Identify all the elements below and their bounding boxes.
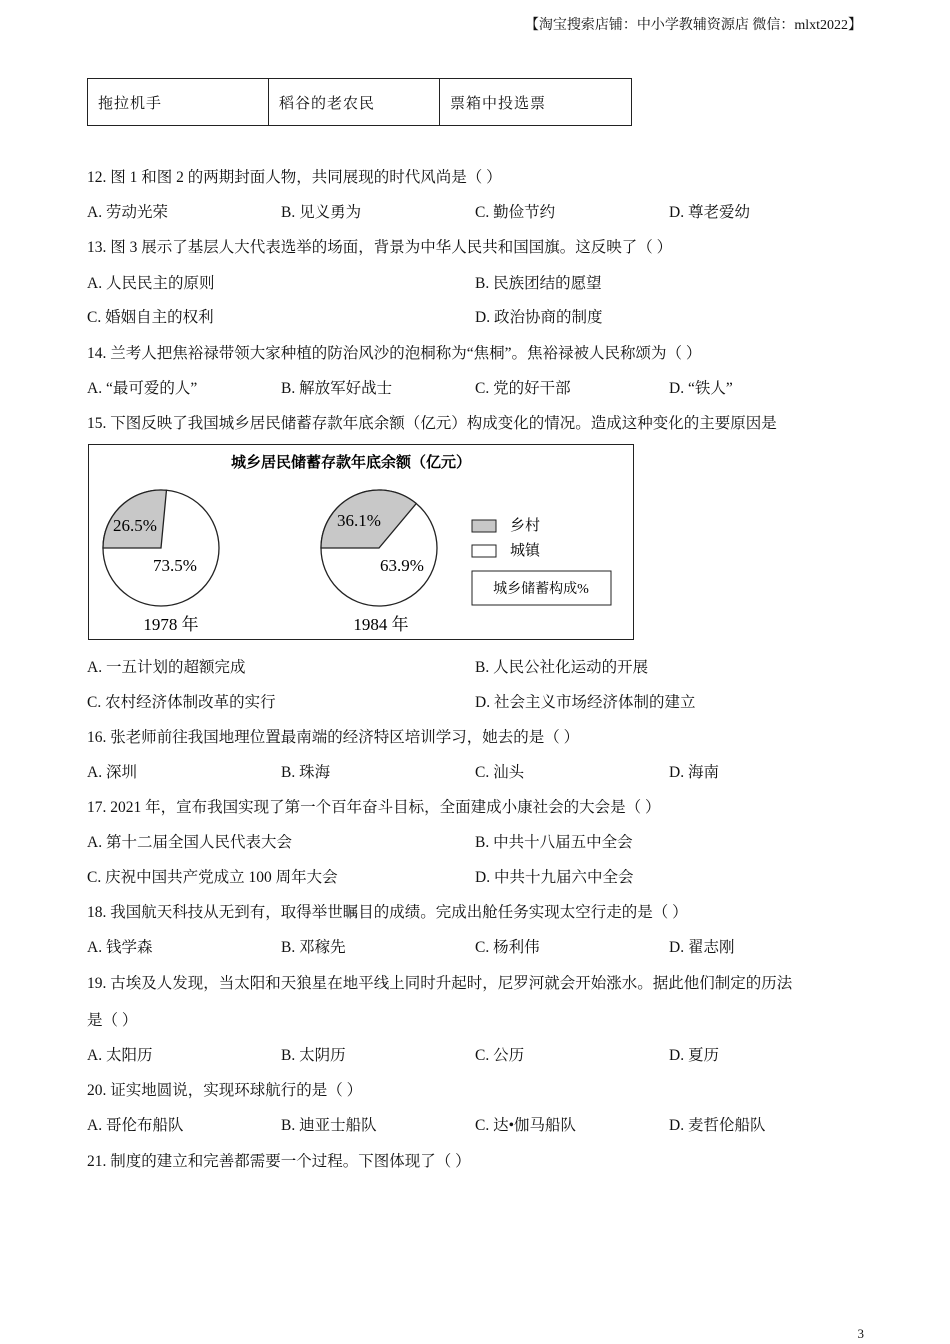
question-14: 14. 兰考人把焦裕禄带领大家种植的防治风沙的泡桐称为“焦桐”。焦裕禄被人民称颂为（ ） (87, 345, 702, 362)
question-15: 15. 下图反映了我国城乡居民储蓄存款年底余额（亿元）构成变化的情况。造成这种变化的主要原因是 (87, 415, 777, 432)
question-19-continued: 是（ ） (87, 1012, 138, 1029)
option-a: A. 第十二届全国人民代表大会 (87, 834, 292, 851)
option-c: C. 农村经济体制改革的实行 (87, 694, 276, 711)
option-c: C. 庆祝中国共产党成立 100 周年大会 (87, 869, 338, 886)
option-c: C. 达•伽马船队 (475, 1117, 577, 1134)
page-number: 3 (857, 1326, 864, 1341)
option-c: C. 汕头 (475, 764, 525, 781)
legend-swatch-urban (472, 545, 496, 557)
option-d: D. 海南 (669, 764, 719, 781)
question-21: 21. 制度的建立和完善都需要一个过程。下图体现了（ ） (87, 1153, 471, 1170)
option-d: D. 中共十九届六中全会 (475, 869, 634, 886)
legend-label-rural: 乡村 (510, 518, 541, 534)
option-b: B. 太阴历 (281, 1047, 346, 1064)
option-a: A. 一五计划的超额完成 (87, 659, 246, 676)
option-d: D. “铁人” (669, 380, 733, 397)
pie-urban-label: 73.5% (153, 556, 197, 575)
header-watermark: 【淘宝搜索店铺：中小学教辅资源店 微信：mlxt2022】 (524, 18, 862, 33)
legend-label-urban: 城镇 (510, 543, 541, 559)
table-cell: 稻谷的老农民 (269, 79, 440, 126)
table-cell: 票箱中投选票 (440, 79, 632, 126)
option-d: D. 尊老爱幼 (669, 204, 750, 221)
pie-urban-label: 63.9% (380, 556, 424, 575)
option-b: B. 中共十八届五中全会 (475, 834, 633, 851)
legend-box-label: 城乡储蓄构成% (493, 582, 589, 597)
option-b: B. 珠海 (281, 764, 331, 781)
option-d: D. 社会主义市场经济体制的建立 (475, 694, 696, 711)
option-d: D. 翟志刚 (669, 939, 735, 956)
pie-year-label: 1984 年 (353, 615, 409, 634)
option-c: C. 党的好干部 (475, 380, 571, 397)
option-c: C. 勤俭节约 (475, 204, 556, 221)
question-20: 20. 证实地圆说，实现环球航行的是（ ） (87, 1082, 363, 1099)
option-c: C. 公历 (475, 1047, 525, 1064)
pie-rural-label: 36.1% (337, 511, 381, 530)
question-17: 17. 2021 年，宣布我国实现了第一个百年奋斗目标，全面建成小康社会的大会是（ ） (87, 799, 661, 816)
option-a: A. 人民民主的原则 (87, 275, 215, 292)
question-16: 16. 张老师前往我国地理位置最南端的经济特区培训学习，她去的是（ ） (87, 729, 580, 746)
option-a: A. 劳动光荣 (87, 204, 168, 221)
question-19: 19. 古埃及人发现，当太阳和天狼星在地平线上同时升起时，尼罗河就会开始涨水。据此他们制定的历法 (87, 975, 793, 992)
option-c: C. 杨利伟 (475, 939, 540, 956)
option-b: B. 民族团结的愿望 (475, 275, 602, 292)
option-c: C. 婚姻自主的权利 (87, 309, 214, 326)
pie-1984 (321, 490, 437, 606)
option-b: B. 迪亚士船队 (281, 1117, 377, 1134)
question-18: 18. 我国航天科技从无到有，取得举世瞩目的成绩。完成出舱任务实现太空行走的是（ ） (87, 904, 688, 921)
pie-1978 (103, 490, 219, 606)
pie-year-label: 1978 年 (143, 615, 199, 634)
option-d: D. 麦哲伦船队 (669, 1117, 766, 1134)
question-12: 12. 图 1 和图 2 的两期封面人物，共同展现的时代风尚是（ ） (87, 169, 502, 186)
chart-title: 城乡居民储蓄存款年底余额（亿元） (230, 455, 472, 471)
option-b: B. 人民公社化运动的开展 (475, 659, 649, 676)
option-b: B. 解放军好战士 (281, 380, 393, 397)
legend-swatch-rural (472, 520, 496, 532)
cover-caption-table (87, 78, 632, 126)
savings-pie-chart (88, 444, 634, 640)
option-a: A. 深圳 (87, 764, 137, 781)
question-13: 13. 图 3 展示了基层人大代表选举的场面，背景为中华人民共和国国旗。这反映了（ ） (87, 239, 673, 256)
table-cell: 拖拉机手 (88, 79, 269, 126)
option-a: A. 哥伦布船队 (87, 1117, 184, 1134)
option-d: D. 夏历 (669, 1047, 719, 1064)
option-b: B. 邓稼先 (281, 939, 346, 956)
option-d: D. 政治协商的制度 (475, 309, 603, 326)
option-a: A. 钱学森 (87, 939, 153, 956)
pie-rural-label: 26.5% (113, 516, 157, 535)
option-b: B. 见义勇为 (281, 204, 362, 221)
option-a: A. 太阳历 (87, 1047, 153, 1064)
option-a: A. “最可爱的人” (87, 380, 198, 397)
